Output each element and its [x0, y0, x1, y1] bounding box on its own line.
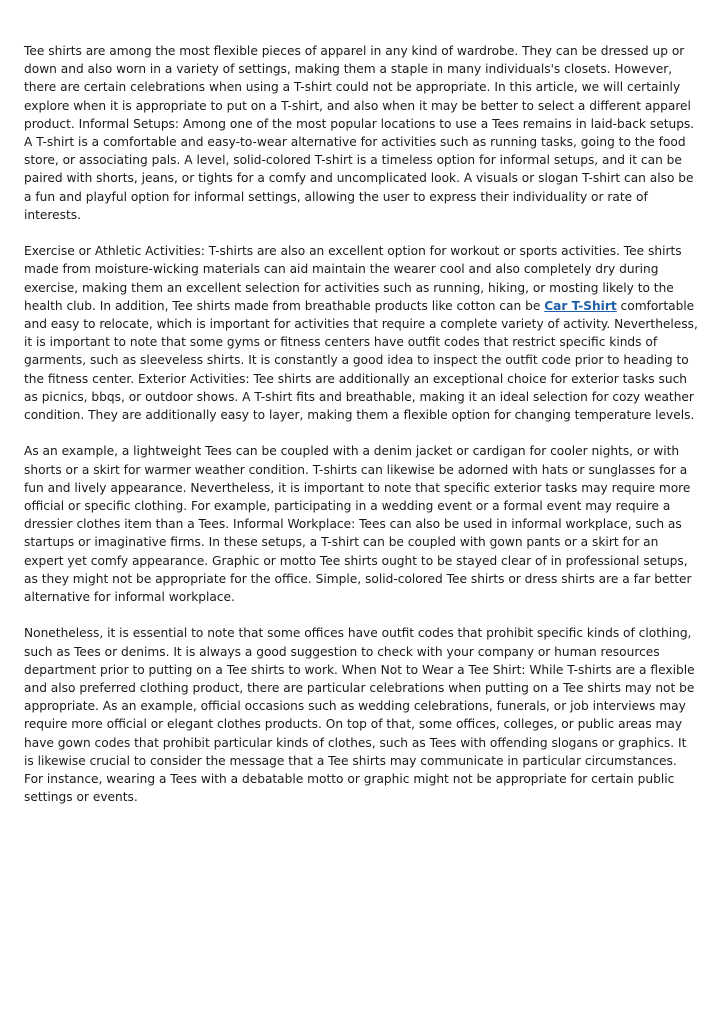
paragraph-1: Tee shirts are among the most flexible pieces of apparel in any kind of wardrobe. They can be dressed up or down and also worn in a variety of settings, making them a staple in many individuals's closets. However, there are certain celebrations when using a T-shirt could not be appropriate. In this article, we will certainly explore when it is appropriate to put on a T-shirt, and also when it may be better to select a different apparel product. Informal Setups: Among one of the most popular locations to use a Tees remains in laid-back setups. A T-shirt is a comfortable and easy-to-wear alternative for activities such as running tasks, going to the food store, or associating pals. A level, solid-colored T-shirt is a timeless option for informal setups, and it can be paired with shorts, jeans, or tights for a comfy and uncomplicated look. A visuals or slogan T-shirt can also be a fun and playful option for informal settings, allowing the user to express their individuality or rate of interests.: [24, 44, 695, 222]
paragraph-3: As an example, a lightweight Tees can be coupled with a denim jacket or cardigan for cooler nights, or with shorts or a skirt for warmer weather condition. T-shirts can likewise be adorned with hats or sunglasses for a fun and lively appearance. Nevertheless, it is important to note that specific exterior tasks may require more official or specific clothing. For example, participating in a wedding event or a formal event may require a dressier clothes item than a Tees. Informal Workplace: Tees can also be used in informal workplace, such as startups or imaginative firms. In these setups, a T-shirt can be coupled with gown pants or a skirt for an expert yet comfy appearance. Graphic or motto Tee shirts ought to be stayed clear of in professional setups, as they might not be appropriate for the office. Simple, solid-colored Tee shirts or dress shirts are a far better alternative for informal workplace.: [24, 444, 692, 605]
paragraph-2-text-before-link: Exercise or Athletic Activities: T-shirts are also an excellent option for workout or sports activities. Tee shirts made from moisture-wicking materials can aid maintain the wearer cool and also completely dry during exercise, making them an excellent selection for activities such as running, hiking, or mosting likely to the health club. In addition, Tee shirts made from breathable products like cotton can be: [24, 244, 682, 313]
document-body: [24, 42, 698, 825]
car-t-shirt-link[interactable]: Car T-Shirt: [544, 298, 617, 313]
paragraph-4: Nonetheless, it is essential to note that some offices have outfit codes that prohibit specific kinds of clothing, such as Tees or denims. It is always a good suggestion to check with your company or human resources department prior to putting on a Tee shirts to work. When Not to Wear a Tee Shirt: While T-shirts are a flexible and also preferred clothing product, there are particular celebrations when putting on a Tee shirts may not be appropriate. As an example, official occasions such as wedding celebrations, funerals, or job interviews may require more official or elegant clothes products. On top of that, some offices, colleges, or public areas may have gown codes that prohibit particular kinds of clothes, such as Tees with offending slogans or graphics. It is likewise crucial to consider the message that a Tee shirts may communicate in particular circumstances. For instance, wearing a Tees with a debatable motto or graphic might not be appropriate for certain public settings or events.: [24, 626, 695, 805]
paragraph-2-text-after-link: comfortable and easy to relocate, which is important for activities that require a complete variety of activity. Nevertheless, it is important to note that some gyms or fitness centers have outfit codes that restrict specific kinds of garments, such as sleeveless shirts. It is constantly a good idea to inspect the outfit code prior to heading to the fitness center. Exterior Activities: Tee shirts are additionally an exceptional choice for exterior tasks such as picnics, bbqs, or outdoor shows. A T-shirt fits and breathable, making it an ideal selection for cozy weather condition. They are additionally easy to layer, making them a flexible option for changing temperature levels.: [24, 298, 698, 423]
paragraph-2: [24, 242, 698, 424]
